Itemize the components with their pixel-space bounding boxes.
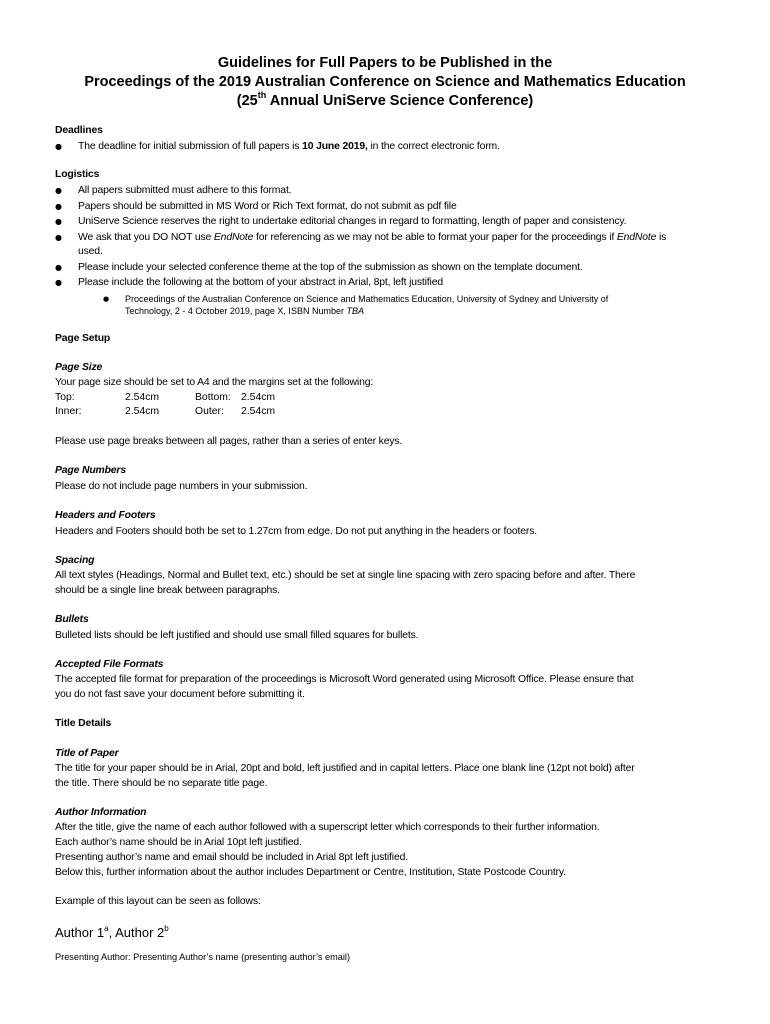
logistics-item-2: Papers should be submitted in MS Word or Rich Text format, do not submit as pdf file [78, 201, 457, 212]
headers-footers-text: Headers and Footers should both be set to 1.27cm from edge. Do not put anything in the headers or footers. [55, 526, 537, 537]
example-author-line: Author 1$^a$, Author 2$^b$ [55, 923, 169, 940]
doc-title-line-2: Proceedings of the 2019 Australian Conference on Science and Mathematics Education [84, 74, 686, 90]
title-of-paper-line-1: The title for your paper should be in Arial, 20pt and bold, left justified and in capital letters. Place one blank line (12pt not bold) after [55, 763, 635, 774]
bullet-icon: ● [55, 186, 62, 195]
example-intro-text: Example of this layout can be seen as follows: [55, 896, 261, 907]
bullets-heading: Bullets [55, 614, 89, 625]
logistics-item-1: All papers submitted must adhere to this format. [78, 185, 292, 196]
margin-outer-value: 2.54cm [241, 406, 276, 417]
file-formats-text-line-1: The accepted file format for preparation of the proceedings is Microsoft Word generated using Microsoft Office. Please ensure that [55, 674, 634, 685]
deadlines-heading: Deadlines [55, 125, 103, 136]
margin-top-label: Top: [55, 392, 75, 403]
margin-top-value: 2.54cm [125, 392, 160, 403]
title-details-heading: Title Details [55, 718, 112, 729]
logistics-item-5: Please include your selected conference theme at the top of the submission as shown on the template document. [78, 262, 583, 273]
deadline-item: The deadline for initial submission of full papers is 10 June 2019, in the correct electronic form. [78, 141, 500, 152]
bullet-icon: ● [55, 263, 62, 272]
margin-bottom-value: 2.54cm [241, 392, 276, 403]
bullets-text: Bulleted lists should be left justified and should use small filled squares for bullets. [55, 630, 419, 641]
bullet-icon: ● [55, 202, 62, 211]
author-information-heading: Author Information [55, 807, 147, 818]
file-formats-heading: Accepted File Formats [55, 659, 164, 670]
spacing-text-line-2: should be a single line break between paragraphs. [55, 585, 280, 596]
page-setup-heading: Page Setup [55, 333, 111, 344]
margin-inner-value: 2.54cm [125, 406, 160, 417]
example-presenting-author: Presenting Author: Presenting Author’s name (presenting author’s email) [55, 952, 351, 962]
logistics-item-3: UniServe Science reserves the right to undertake editorial changes in regard to formatting, length of paper and consistency. [78, 216, 627, 227]
margin-inner-label: Inner: [55, 406, 82, 417]
title-of-paper-heading: Title of Paper [55, 748, 119, 759]
logistics-item-4: We ask that you DO NOT use EndNote for referencing as we may not be able to format your paper for the proceedings if EndNote is [78, 232, 667, 243]
logistics-item-4-continued: used. [78, 246, 103, 257]
page-breaks-text: Please use page breaks between all pages, rather than a series of enter keys. [55, 436, 403, 447]
headers-footers-heading: Headers and Footers [55, 510, 156, 521]
author-information-line-4: Below this, further information about the author includes Department or Centre, Institution, State Postcode Country. [55, 867, 566, 878]
bullet-icon: ● [55, 142, 62, 151]
page-size-heading: Page Size [55, 362, 103, 373]
bullet-icon: ● [55, 233, 62, 242]
title-of-paper-line-2: the title. There should be no separate title page. [55, 778, 268, 789]
author-information-line-3: Presenting author’s name and email should be included in Arial 8pt left justified. [55, 852, 408, 863]
doc-title-line-3: (25th Annual UniServe Science Conference) [236, 90, 534, 109]
logistics-sub-item-line-2: Technology, 2 - 4 October 2019, page X, ISBN Number TBA [125, 306, 364, 316]
margin-outer-label: Outer: [195, 406, 224, 417]
page-numbers-text: Please do not include page numbers in your submission. [55, 481, 308, 492]
sub-bullet-icon: ● [103, 295, 110, 303]
author-information-line-2: Each author’s name should be in Arial 10pt left justified. [55, 837, 302, 848]
margin-bottom-label: Bottom: [195, 392, 231, 403]
bullet-icon: ● [55, 217, 62, 226]
page-size-text: Your page size should be set to A4 and the margins set at the following: [55, 377, 374, 388]
author-information-line-1: After the title, give the name of each author followed with a superscript letter which corresponds to their further information. [55, 822, 600, 833]
logistics-item-6: Please include the following at the bottom of your abstract in Arial, 8pt, left justified [78, 277, 443, 288]
spacing-heading: Spacing [55, 555, 95, 566]
bullet-icon: ● [55, 278, 62, 287]
logistics-heading: Logistics [55, 169, 100, 180]
logistics-sub-item-line-1: Proceedings of the Australian Conference on Science and Mathematics Education, University of Sydney and University of [125, 294, 609, 304]
doc-title-line-1: Guidelines for Full Papers to be Published in the [217, 55, 553, 71]
file-formats-text-line-2: you do not fast save your document before submitting it. [55, 689, 305, 700]
spacing-text-line-1: All text styles (Headings, Normal and Bullet text, etc.) should be set at single line spacing with zero spacing before and after. There [55, 570, 636, 581]
page-numbers-heading: Page Numbers [55, 465, 126, 476]
